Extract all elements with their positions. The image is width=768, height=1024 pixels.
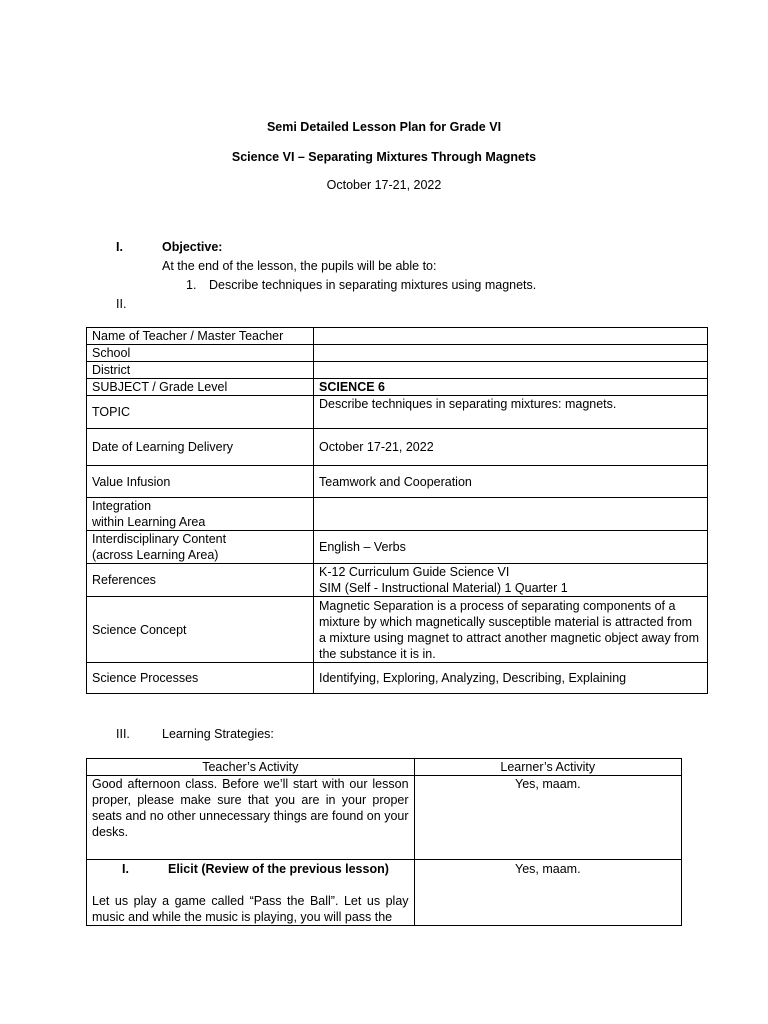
info-value: Identifying, Exploring, Analyzing, Describing, Explaining <box>314 663 708 694</box>
strategies-heading: Learning Strategies: <box>162 727 274 741</box>
info-value-line: K-12 Curriculum Guide Science VI <box>319 565 510 579</box>
info-label: Name of Teacher / Master Teacher <box>87 328 314 345</box>
section-two-numeral: II. <box>116 297 127 311</box>
objective-intro: At the end of the lesson, the pupils will be able to: <box>162 259 437 273</box>
info-label-multiline <box>87 531 314 564</box>
table-row <box>87 759 682 776</box>
info-label-line: (across Learning Area) <box>92 548 219 562</box>
table-row <box>87 860 682 926</box>
table-row <box>87 429 708 466</box>
table-row <box>87 776 682 860</box>
info-label: District <box>87 362 314 379</box>
teacher-activity-cell <box>87 860 415 926</box>
elicit-text: Let us play a game called “Pass the Ball”. Let us play music and while the music is playing, you will pass the <box>92 894 409 924</box>
table-row <box>87 379 708 396</box>
table-row <box>87 328 708 345</box>
info-value <box>314 362 708 379</box>
table-row <box>87 531 708 564</box>
info-label: Date of Learning Delivery <box>87 429 314 466</box>
table-row <box>87 597 708 663</box>
info-label-line: within Learning Area <box>92 515 206 529</box>
teacher-activity-header: Teacher’s Activity <box>87 759 415 776</box>
info-label: Value Infusion <box>87 466 314 498</box>
info-value-line: SIM (Self - Instructional Material) 1 Quarter 1 <box>319 581 568 595</box>
learner-activity-header: Learner’s Activity <box>414 759 681 776</box>
info-label-line: Integration <box>92 499 152 513</box>
elicit-heading: Elicit (Review of the previous lesson) <box>168 862 389 876</box>
elicit-heading-line <box>92 860 409 877</box>
learning-strategies-table <box>86 758 682 926</box>
document-title: Semi Detailed Lesson Plan for Grade VI <box>266 120 502 134</box>
learner-activity-cell: Yes, maam. <box>414 776 681 860</box>
info-value <box>314 498 708 531</box>
info-label: Science Processes <box>87 663 314 694</box>
objective-numeral: I. <box>116 240 123 254</box>
info-value: SCIENCE 6 <box>314 379 708 396</box>
elicit-numeral: I. <box>122 862 129 876</box>
info-value: Teamwork and Cooperation <box>314 466 708 498</box>
table-row <box>87 345 708 362</box>
document-subtitle: Science VI – Separating Mixtures Through Magnets <box>231 150 537 164</box>
table-row <box>87 564 708 597</box>
info-value-multiline <box>314 564 708 597</box>
info-label-multiline <box>87 498 314 531</box>
info-label: TOPIC <box>87 396 314 429</box>
document-date: October 17-21, 2022 <box>326 178 442 192</box>
info-value: Magnetic Separation is a process of separating components of a mixture by which magnetically susceptible material is attracted from a mixture using magnet to attract another magnetic object away from the substance it is in. <box>314 597 708 663</box>
table-row <box>87 396 708 429</box>
strategies-numeral: III. <box>116 727 130 741</box>
info-value: October 17-21, 2022 <box>314 429 708 466</box>
info-value: English – Verbs <box>314 531 708 564</box>
table-row <box>87 466 708 498</box>
objective-item-number: 1. <box>186 278 197 292</box>
info-label: School <box>87 345 314 362</box>
info-label: SUBJECT / Grade Level <box>87 379 314 396</box>
lesson-info-table <box>86 327 708 694</box>
info-label: References <box>87 564 314 597</box>
info-label-line: Interdisciplinary Content <box>92 532 227 546</box>
table-row <box>87 663 708 694</box>
info-value: Describe techniques in separating mixtures: magnets. <box>314 396 708 429</box>
info-value <box>314 328 708 345</box>
info-label: Science Concept <box>87 597 314 663</box>
teacher-activity-cell: Good afternoon class. Before we’ll start with our lesson proper, please make sure that you are in your proper seats and no other unnecessary things are found on your desks. <box>87 776 415 860</box>
learner-activity-cell: Yes, maam. <box>414 860 681 926</box>
objective-heading: Objective: <box>162 240 223 254</box>
table-row <box>87 362 708 379</box>
info-value <box>314 345 708 362</box>
objective-item-text: Describe techniques in separating mixtures using magnets. <box>209 278 537 292</box>
table-row <box>87 498 708 531</box>
